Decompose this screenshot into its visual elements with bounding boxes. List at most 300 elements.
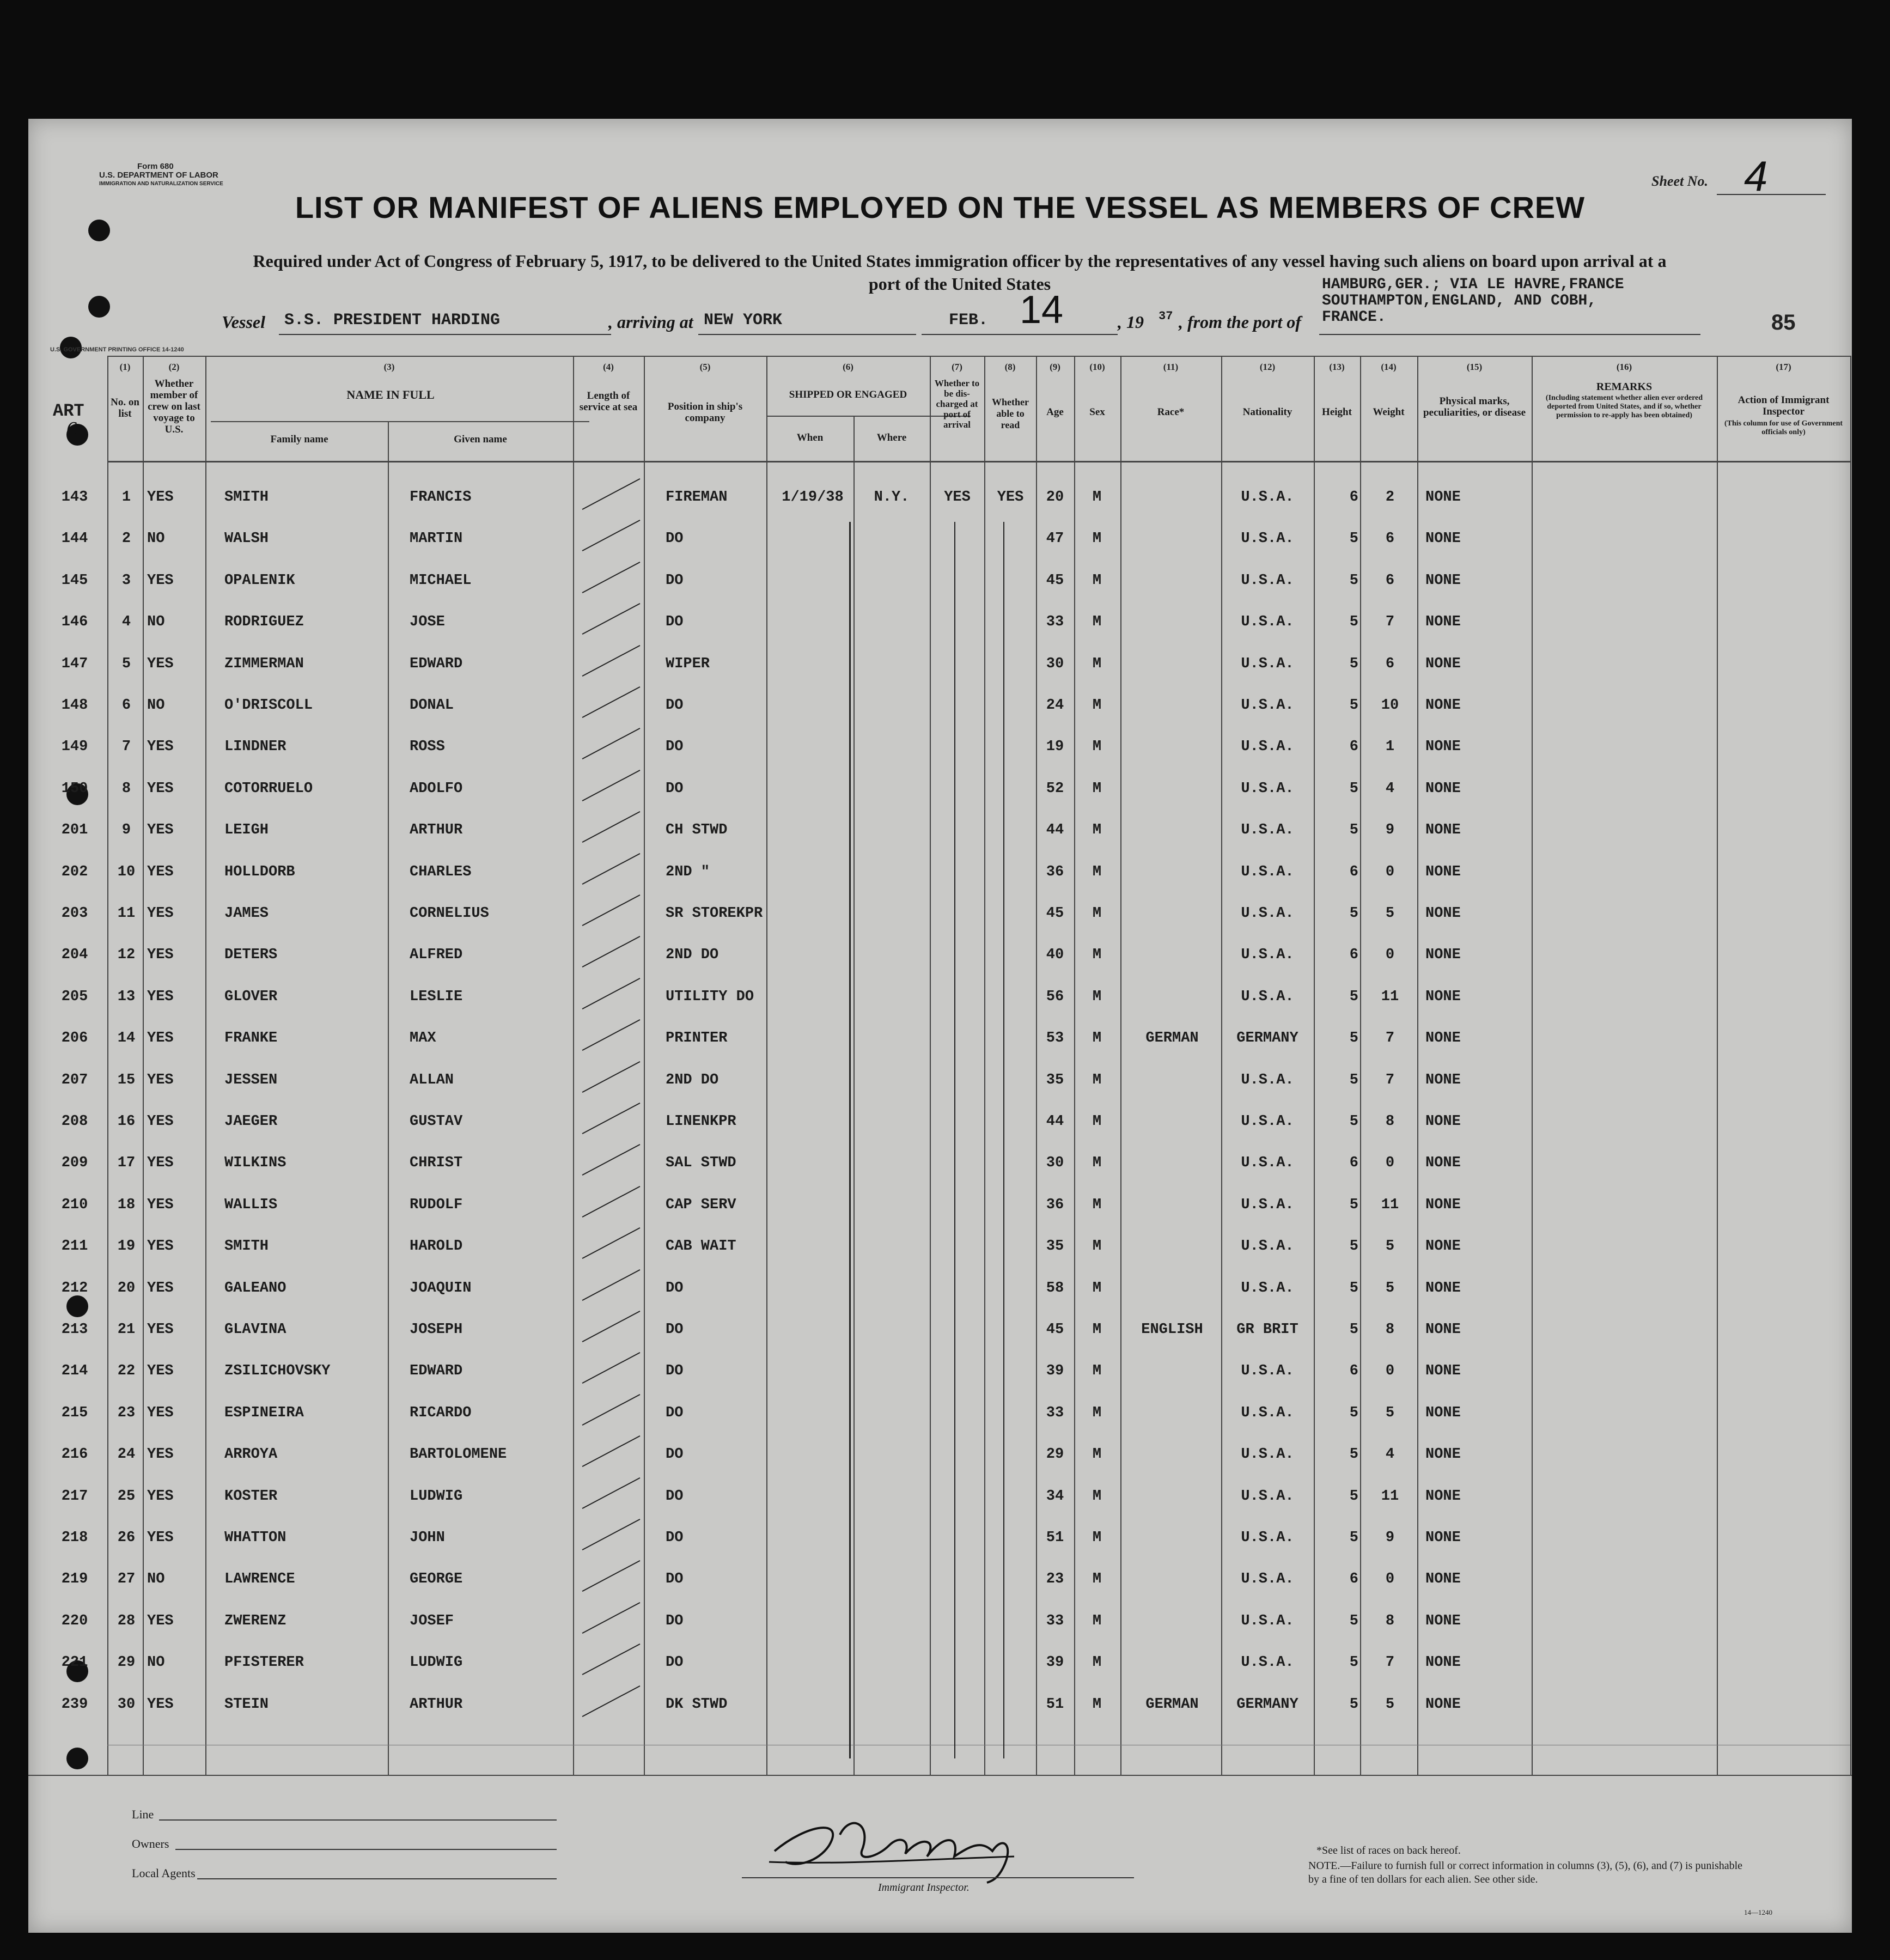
cell-marks: NONE <box>1425 1571 1461 1588</box>
table-row <box>28 1186 1852 1227</box>
cell-no: 8 <box>121 780 131 797</box>
cell-art: 149 <box>61 739 88 756</box>
cell-sex: M <box>1092 822 1102 839</box>
inspector-label: Immigrant Inspector. <box>878 1882 970 1894</box>
cell-position: 2ND DO <box>666 947 719 964</box>
footer-agents-label: Local Agents <box>132 1866 196 1880</box>
cell-ht: 5 <box>1349 988 1358 1005</box>
cell-no: 29 <box>117 1654 136 1671</box>
cell-prev: YES <box>147 1030 174 1047</box>
table-row <box>28 645 1852 686</box>
header-prev-voyage: Whether member of crew on last voyage to U.S. <box>148 378 200 435</box>
vessel-name: S.S. PRESIDENT HARDING <box>284 311 501 330</box>
cell-sex: M <box>1092 1113 1102 1130</box>
cell-nat: U.S.A. <box>1241 988 1294 1005</box>
length-of-service-tick <box>582 1352 641 1384</box>
cell-art: 205 <box>61 988 88 1005</box>
cell-sex: M <box>1092 863 1102 880</box>
cell-position: DO <box>666 1446 684 1463</box>
cell-art: 209 <box>61 1155 88 1172</box>
cell-marks: NONE <box>1425 1530 1461 1546</box>
cell-marks: NONE <box>1425 905 1461 922</box>
cell-sex: M <box>1092 1404 1102 1421</box>
cell-no: 20 <box>117 1280 136 1296</box>
cell-ht: 5 <box>1349 572 1358 589</box>
cell-sex: M <box>1092 780 1102 797</box>
cell-ht: 5 <box>1349 1530 1358 1546</box>
cell-no: 3 <box>121 572 131 589</box>
arriving-port: NEW YORK <box>704 311 783 330</box>
cell-age: 33 <box>1046 1612 1064 1629</box>
cell-given: ARTHUR <box>410 1696 463 1713</box>
cell-prev: NO <box>147 531 165 547</box>
length-of-service-tick <box>582 562 641 593</box>
sheet-label: Sheet No. <box>1651 173 1708 189</box>
cell-art: 221 <box>61 1654 88 1671</box>
cell-age: 44 <box>1046 1113 1064 1130</box>
length-of-service-tick <box>582 1061 641 1093</box>
vessel-label: Vessel <box>222 312 265 332</box>
table-row <box>28 1602 1852 1644</box>
cell-art: 217 <box>61 1488 88 1505</box>
from-port-line-1: HAMBURG,GER.; VIA LE HAVRE,FRANCE <box>1322 276 1624 293</box>
cell-prev: YES <box>147 1404 174 1421</box>
cell-ht: 6 <box>1349 739 1358 756</box>
cell-sex: M <box>1092 1030 1102 1047</box>
cell-no: 21 <box>117 1322 136 1338</box>
cell-nat: U.S.A. <box>1241 531 1294 547</box>
cell-wt: 6 <box>1385 531 1395 547</box>
table-row <box>28 853 1852 894</box>
cell-prev: YES <box>147 1113 174 1130</box>
col-num: (1) <box>119 362 131 372</box>
cell-wt: 7 <box>1385 1072 1395 1088</box>
cell-position: DO <box>666 531 684 547</box>
cell-family: WALSH <box>224 531 269 547</box>
cell-wt: 9 <box>1385 822 1395 839</box>
cell-ht: 6 <box>1349 863 1358 880</box>
cell-prev: YES <box>147 1696 174 1713</box>
cell-nat: U.S.A. <box>1241 1280 1294 1296</box>
header-nationality: Nationality <box>1242 406 1292 418</box>
header-inspector: Action of Immigrant Inspector <box>1737 394 1830 417</box>
length-of-service-tick <box>582 1644 641 1675</box>
cell-family: O'DRISCOLL <box>224 697 313 714</box>
cell-no: 17 <box>117 1155 136 1172</box>
cell-prev: YES <box>147 1612 174 1629</box>
table-row <box>28 686 1852 728</box>
cell-position: DK STWD <box>666 1696 728 1713</box>
cell-given: RUDOLF <box>410 1196 463 1213</box>
arrival-day: 14 <box>1020 288 1064 332</box>
length-of-service-tick <box>582 1311 641 1342</box>
cell-wt: 11 <box>1381 1488 1399 1505</box>
cell-family: LEIGH <box>224 822 269 839</box>
cell-age: 23 <box>1046 1571 1064 1588</box>
footer-owners-label: Owners <box>132 1837 169 1851</box>
cell-marks: NONE <box>1425 1612 1461 1629</box>
cell-no: 27 <box>117 1571 136 1588</box>
cell-position: DO <box>666 780 684 797</box>
cell-age: 24 <box>1046 697 1064 714</box>
cell-no: 26 <box>117 1530 136 1546</box>
cell-wt: 6 <box>1385 572 1395 589</box>
cell-age: 30 <box>1046 655 1064 672</box>
col-num: (6) <box>843 362 853 372</box>
cell-prev: YES <box>147 1446 174 1463</box>
from-label: , from the port of <box>1179 312 1301 332</box>
cell-nat: U.S.A. <box>1241 947 1294 964</box>
cell-art: 208 <box>61 1113 88 1130</box>
cell-art: 204 <box>61 947 88 964</box>
cell-sex: M <box>1092 1654 1102 1671</box>
cell-wt: 0 <box>1385 947 1395 964</box>
cell-wt: 1 <box>1385 739 1395 756</box>
cell-marks: NONE <box>1425 1113 1461 1130</box>
cell-no: 12 <box>117 947 136 964</box>
cell-art: 215 <box>61 1404 88 1421</box>
cell-age: 36 <box>1046 863 1064 880</box>
cell-family: DETERS <box>224 947 278 964</box>
cell-marks: NONE <box>1425 1322 1461 1338</box>
art-number: 6 <box>66 418 77 441</box>
table-row <box>28 728 1852 769</box>
table-row <box>28 1394 1852 1435</box>
year-prefix: , 19 <box>1118 312 1144 332</box>
cell-marks: NONE <box>1425 1155 1461 1172</box>
cell-prev: YES <box>147 988 174 1005</box>
form-number: Form 680 <box>137 162 174 171</box>
cell-ht: 5 <box>1349 1488 1358 1505</box>
cell-nat: U.S.A. <box>1241 697 1294 714</box>
cell-ht: 6 <box>1349 1363 1358 1380</box>
cell-no: 22 <box>117 1363 136 1380</box>
cell-age: 45 <box>1046 1322 1064 1338</box>
cell-wt: 5 <box>1385 1404 1395 1421</box>
cell-position: PRINTER <box>666 1030 728 1047</box>
col-num: (2) <box>168 362 180 372</box>
cell-position: CAP SERV <box>666 1196 736 1213</box>
cell-age: 45 <box>1046 572 1064 589</box>
cell-wt: 0 <box>1385 1155 1395 1172</box>
cell-position: FIREMAN <box>666 489 728 506</box>
cell-nat: U.S.A. <box>1241 1155 1294 1172</box>
form-info <box>99 162 223 188</box>
header-shipped: SHIPPED OR ENGAGED <box>789 389 907 400</box>
cell-prev: YES <box>147 905 174 922</box>
cell-age: 45 <box>1046 905 1064 922</box>
signature-image <box>764 1802 1101 1884</box>
cell-wt: 6 <box>1385 655 1395 672</box>
length-of-service-tick <box>582 1477 641 1509</box>
cell-age: 34 <box>1046 1488 1064 1505</box>
length-of-service-tick <box>582 1560 641 1592</box>
header-where: Where <box>876 432 907 443</box>
cell-wt: 0 <box>1385 1363 1395 1380</box>
cell-race: GERMAN <box>1145 1030 1199 1047</box>
cell-wt: 4 <box>1385 780 1395 797</box>
cell-nat: U.S.A. <box>1241 1488 1294 1505</box>
length-of-service-tick <box>582 728 641 759</box>
table-row <box>28 520 1852 561</box>
cell-nat: U.S.A. <box>1241 1113 1294 1130</box>
cell-ht: 5 <box>1349 1404 1358 1421</box>
cell-ht: 6 <box>1349 1571 1358 1588</box>
cell-ht: 5 <box>1349 1322 1358 1338</box>
table-row <box>28 562 1852 603</box>
cell-no: 1 <box>121 489 131 506</box>
cell-family: GLOVER <box>224 988 278 1005</box>
cell-nat: U.S.A. <box>1241 780 1294 797</box>
cell-family: HOLLDORB <box>224 863 295 880</box>
cell-art: 150 <box>61 780 88 797</box>
cell-family: OPALENIK <box>224 572 295 589</box>
table-row <box>28 770 1852 811</box>
cell-wt: 8 <box>1385 1612 1395 1629</box>
cell-nat: U.S.A. <box>1241 1196 1294 1213</box>
cell-marks: NONE <box>1425 1488 1461 1505</box>
col-num: (9) <box>1050 362 1060 372</box>
table-row <box>28 1269 1852 1311</box>
subtitle-line-1: Required under Act of Congress of February 5, 1917, to be delivered to the United States immigration officer by the representatives of any vessel having such aliens on board upon arrival at a <box>253 251 1667 271</box>
cell-wt: 7 <box>1385 1654 1395 1671</box>
cell-position: DO <box>666 1322 684 1338</box>
cell-given: ALLAN <box>410 1072 454 1088</box>
cell-wt: 9 <box>1385 1530 1395 1546</box>
table-row <box>28 603 1852 644</box>
table-row <box>28 1685 1852 1727</box>
table-row <box>28 1144 1852 1185</box>
cell-age: 56 <box>1046 988 1064 1005</box>
cell-art: 210 <box>61 1196 88 1213</box>
header-given-name: Given name <box>454 434 507 445</box>
length-of-service-tick <box>582 1519 641 1550</box>
table-row <box>28 1019 1852 1061</box>
cell-given: BARTOLOMENE <box>410 1446 507 1463</box>
cell-marks: NONE <box>1425 1696 1461 1713</box>
cell-sex: M <box>1092 905 1102 922</box>
cell-marks: NONE <box>1425 1238 1461 1255</box>
cell-prev: YES <box>147 1488 174 1505</box>
cell-no: 18 <box>117 1196 136 1213</box>
cell-art: 214 <box>61 1363 88 1380</box>
cell-wt: 4 <box>1385 1446 1395 1463</box>
cell-ht: 5 <box>1349 905 1358 922</box>
cell-given: CHARLES <box>410 863 472 880</box>
cell-art: 203 <box>61 905 88 922</box>
cell-family: WALLIS <box>224 1196 278 1213</box>
cell-race: GERMAN <box>1145 1696 1199 1713</box>
col-num: (13) <box>1329 362 1345 372</box>
cell-art: 216 <box>61 1446 88 1463</box>
header-when: When <box>796 432 824 443</box>
cell-family: KOSTER <box>224 1488 278 1505</box>
length-of-service-tick <box>582 1435 641 1467</box>
cell-family: GLAVINA <box>224 1322 286 1338</box>
cell-ht: 5 <box>1349 531 1358 547</box>
cell-age: 30 <box>1046 1155 1064 1172</box>
cell-sex: M <box>1092 1238 1102 1255</box>
cell-prev: YES <box>147 1238 174 1255</box>
table-row <box>28 1519 1852 1560</box>
length-of-service-tick <box>582 686 641 718</box>
cell-position: DO <box>666 1654 684 1671</box>
table-row <box>28 1644 1852 1685</box>
cell-marks: NONE <box>1425 614 1461 631</box>
punch-hole <box>66 1748 88 1769</box>
cell-family: LAWRENCE <box>224 1571 295 1588</box>
cell-no: 19 <box>117 1238 136 1255</box>
cell-marks: NONE <box>1425 863 1461 880</box>
cell-ht: 5 <box>1349 1196 1358 1213</box>
table-row <box>28 936 1852 977</box>
cell-age: 36 <box>1046 1196 1064 1213</box>
length-of-service-tick <box>582 936 641 967</box>
length-of-service-tick <box>582 1019 641 1051</box>
col-num: (4) <box>603 362 614 372</box>
cell-given: EDWARD <box>410 655 463 672</box>
length-of-service-tick <box>582 770 641 801</box>
cell-nat: U.S.A. <box>1241 1072 1294 1088</box>
cell-marks: NONE <box>1425 572 1461 589</box>
table-row <box>28 1061 1852 1103</box>
cell-nat: U.S.A. <box>1241 863 1294 880</box>
cell-given: CHRIST <box>410 1155 463 1172</box>
cell-position: DO <box>666 739 684 756</box>
cell-art: 143 <box>61 489 88 506</box>
length-of-service-tick <box>582 811 641 843</box>
cell-no: 14 <box>117 1030 136 1047</box>
cell-given: MARTIN <box>410 531 463 547</box>
page-title: LIST OR MANIFEST OF ALIENS EMPLOYED ON THE VESSEL AS MEMBERS OF CREW <box>295 190 1586 224</box>
cell-age: 58 <box>1046 1280 1064 1296</box>
cell-age: 33 <box>1046 1404 1064 1421</box>
cell-prev: NO <box>147 614 165 631</box>
col-num: (17) <box>1776 362 1791 372</box>
cell-nat: GERMANY <box>1236 1696 1298 1713</box>
cell-position: WIPER <box>666 655 710 672</box>
cell-when: 1/19/38 <box>782 489 844 506</box>
from-port-line-3: FRANCE. <box>1322 309 1386 326</box>
length-of-service-tick <box>582 978 641 1009</box>
cell-sex: M <box>1092 988 1102 1005</box>
cell-sex: M <box>1092 1446 1102 1463</box>
cell-prev: NO <box>147 697 165 714</box>
cell-family: PFISTERER <box>224 1654 304 1671</box>
cell-age: 19 <box>1046 739 1064 756</box>
cell-ht: 5 <box>1349 1030 1358 1047</box>
length-of-service-tick <box>582 1103 641 1134</box>
header-read: Whether able to read <box>992 397 1029 430</box>
cell-wt: 8 <box>1385 1113 1395 1130</box>
cell-given: ADOLFO <box>410 780 463 797</box>
cell-art: 220 <box>61 1612 88 1629</box>
cell-given: JOAQUIN <box>410 1280 472 1296</box>
length-of-service-tick <box>582 853 641 885</box>
cell-art: 144 <box>61 531 88 547</box>
cell-family: SMITH <box>224 1238 269 1255</box>
cell-marks: NONE <box>1425 1654 1461 1671</box>
cell-age: 51 <box>1046 1530 1064 1546</box>
cell-wt: 11 <box>1381 1196 1399 1213</box>
cell-family: ZSILICHOVSKY <box>224 1363 331 1380</box>
form-code: 14—1240 <box>1744 1908 1772 1916</box>
cell-ht: 5 <box>1349 1238 1358 1255</box>
header-age: Age <box>1046 406 1064 418</box>
table-row <box>28 978 1852 1019</box>
cell-family: GALEANO <box>224 1280 286 1296</box>
cell-sex: M <box>1092 1530 1102 1546</box>
cell-sex: M <box>1092 489 1102 506</box>
cell-marks: NONE <box>1425 489 1461 506</box>
cell-wt: 11 <box>1381 988 1399 1005</box>
cell-no: 13 <box>117 988 136 1005</box>
col-num: (3) <box>383 362 395 372</box>
cell-no: 11 <box>117 905 136 922</box>
cell-art: 219 <box>61 1571 88 1588</box>
cell-art: 212 <box>61 1280 88 1296</box>
table-row <box>28 1477 1852 1519</box>
cell-ht: 5 <box>1349 697 1358 714</box>
cell-art: 239 <box>61 1696 88 1713</box>
cell-age: 51 <box>1046 1696 1064 1713</box>
header-length-service: Length of service at sea <box>579 390 638 413</box>
cell-position: DO <box>666 1280 684 1296</box>
cell-age: 39 <box>1046 1654 1064 1671</box>
length-of-service-tick <box>582 478 641 510</box>
cell-age: 39 <box>1046 1363 1064 1380</box>
cell-nat: U.S.A. <box>1241 1404 1294 1421</box>
cell-age: 29 <box>1046 1446 1064 1463</box>
cell-nat: U.S.A. <box>1241 1571 1294 1588</box>
cell-no: 7 <box>121 739 131 756</box>
cell-sex: M <box>1092 1571 1102 1588</box>
cell-nat: U.S.A. <box>1241 905 1294 922</box>
cell-position: CH STWD <box>666 822 728 839</box>
cell-no: 23 <box>117 1404 136 1421</box>
cell-ht: 5 <box>1349 1113 1358 1130</box>
cell-position: SR STOREKPR <box>666 905 763 922</box>
col-num: (5) <box>699 362 711 372</box>
table-row <box>28 1435 1852 1477</box>
cell-nat: GERMANY <box>1236 1030 1298 1047</box>
table-row <box>28 1227 1852 1269</box>
cell-marks: NONE <box>1425 1196 1461 1213</box>
cell-nat: U.S.A. <box>1241 489 1294 506</box>
penalty-note: NOTE.—Failure to furnish full or correct information in columns (3), (5), (6), and (7) is punishable by a fine of ten dollars for each alien. See other side. <box>1308 1860 1743 1885</box>
header-race: Race* <box>1157 406 1185 418</box>
cell-sex: M <box>1092 1612 1102 1629</box>
cell-family: ZIMMERMAN <box>224 655 304 672</box>
cell-prev: NO <box>147 1571 165 1588</box>
length-of-service-tick <box>582 894 641 926</box>
cell-given: HAROLD <box>410 1238 463 1255</box>
cell-marks: NONE <box>1425 947 1461 964</box>
cell-position: DO <box>666 1488 684 1505</box>
cell-prev: YES <box>147 863 174 880</box>
cell-sex: M <box>1092 1488 1102 1505</box>
sheet-number: 4 <box>1744 152 1768 200</box>
cell-ht: 5 <box>1349 1446 1358 1463</box>
cell-given: RICARDO <box>410 1404 472 1421</box>
cell-no: 24 <box>117 1446 136 1463</box>
cell-nat: U.S.A. <box>1241 1363 1294 1380</box>
cell-age: 20 <box>1046 489 1064 506</box>
cell-position: DO <box>666 697 684 714</box>
cell-ht: 5 <box>1349 1696 1358 1713</box>
cell-wt: 5 <box>1385 905 1395 922</box>
cell-prev: YES <box>147 572 174 589</box>
